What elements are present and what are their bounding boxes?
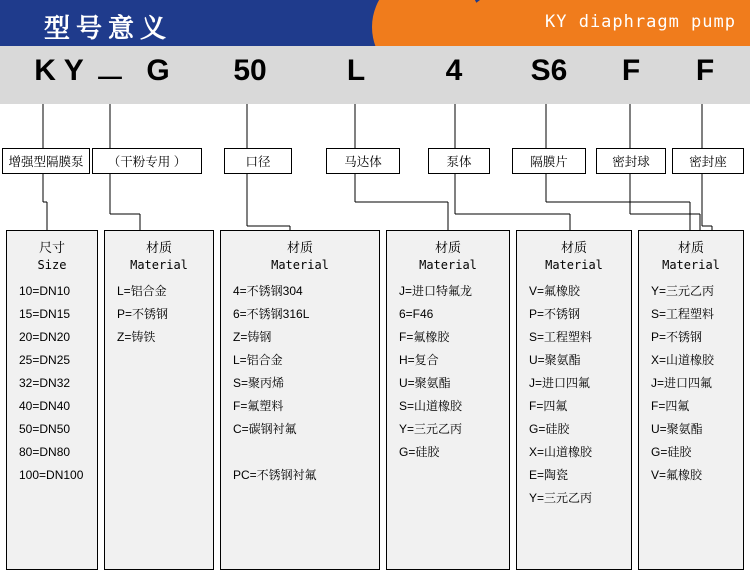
list-item: 20=DN20	[19, 330, 71, 344]
list-item: 80=DN80	[19, 445, 71, 459]
code-segment-s6: S6	[530, 54, 568, 87]
code-segment-f2: F	[695, 54, 715, 87]
list-item: F=氟橡胶	[399, 330, 450, 344]
label-box-pump: 增强型隔膜泵	[2, 148, 90, 174]
detail-box-motor-material	[104, 230, 214, 570]
header-accent-arc	[372, 0, 482, 46]
detail-box-sealseat-material	[638, 230, 744, 570]
list-item: 50=DN50	[19, 422, 71, 436]
label-box-seal-ball: 密封球	[596, 148, 666, 174]
detail-header-en: Material	[545, 258, 603, 272]
label-box-dry-powder: （干粉专用 ）	[92, 148, 202, 174]
list-item: U=聚氨酯	[651, 422, 703, 436]
list-item: 10=DN10	[19, 284, 71, 298]
detail-header-motor	[105, 239, 213, 274]
detail-header-en: Size	[37, 258, 67, 272]
list-item: P=不锈钢	[651, 330, 703, 344]
list-item: H=复合	[399, 353, 439, 367]
code-segment-l: L	[346, 54, 366, 87]
list-item: U=聚氨酯	[399, 376, 451, 390]
detail-header-en: Material	[419, 258, 477, 272]
list-item: G=硅胶	[529, 422, 570, 436]
list-item: J=进口特氟龙	[399, 284, 473, 298]
list-item: 40=DN40	[19, 399, 71, 413]
detail-header-cn: 材质	[286, 240, 313, 255]
list-item: Z=铸钢	[233, 330, 272, 344]
code-segment-f1: F	[621, 54, 641, 87]
list-item: 4=不锈钢304	[233, 284, 303, 298]
detail-header-sealseat	[639, 239, 743, 274]
page-header	[0, 0, 750, 46]
list-item: Y=三元乙丙	[399, 422, 463, 436]
detail-box-size	[6, 230, 98, 570]
list-item: V=氟橡胶	[529, 284, 581, 298]
detail-header-en: Material	[662, 258, 720, 272]
list-item: C=碳钢衬氟	[233, 422, 297, 436]
list-item: 15=DN15	[19, 307, 71, 321]
list-item-spacer	[233, 441, 379, 464]
list-item: J=进口四氟	[529, 376, 591, 390]
detail-list-size	[7, 280, 97, 487]
list-item: 32=DN32	[19, 376, 71, 390]
code-segment-g: G	[146, 54, 170, 87]
detail-header-cn: 尺寸	[38, 240, 65, 255]
header-english-title: KY diaphragm pump	[545, 12, 736, 32]
label-box-motor-body: 马达体	[326, 148, 400, 174]
list-item: E=陶瓷	[529, 468, 569, 482]
list-item: F=四氟	[651, 399, 690, 413]
list-item: 6=F46	[399, 307, 434, 321]
code-segment-4: 4	[445, 54, 463, 87]
list-item: S=工程塑料	[651, 307, 715, 321]
label-box-diaphragm: 隔膜片	[512, 148, 586, 174]
list-item: F=四氟	[529, 399, 568, 413]
detail-header-cn: 材质	[434, 240, 461, 255]
detail-list-sealseat	[639, 280, 743, 487]
list-item: S=工程塑料	[529, 330, 593, 344]
model-code-band	[0, 46, 750, 104]
detail-header-cn: 材质	[145, 240, 172, 255]
list-item: P=不锈钢	[529, 307, 581, 321]
list-item: Y=三元乙丙	[651, 284, 715, 298]
detail-header-en: Material	[130, 258, 188, 272]
page-title: 型号意义	[44, 13, 173, 43]
detail-list-motor	[105, 280, 213, 349]
list-item: S=聚丙烯	[233, 376, 285, 390]
list-item: PC=不锈钢衬氟	[233, 468, 317, 482]
list-item: P=不锈钢	[117, 307, 169, 321]
code-segment-50: 50	[233, 54, 267, 87]
list-item: U=聚氨酯	[529, 353, 581, 367]
label-box-seal-seat: 密封座	[672, 148, 744, 174]
list-item: Z=铸铁	[117, 330, 156, 344]
list-item: L=铝合金	[233, 353, 283, 367]
diagram-stage	[0, 104, 750, 576]
list-item: G=硅胶	[399, 445, 440, 459]
detail-list-sealball	[517, 280, 631, 510]
list-item: F=氟塑料	[233, 399, 284, 413]
detail-box-sealball-material	[516, 230, 632, 570]
detail-header-pumpbody	[221, 239, 379, 274]
list-item: Y=三元乙丙	[529, 491, 593, 505]
detail-box-pumpbody-material	[220, 230, 380, 570]
detail-header-cn: 材质	[560, 240, 587, 255]
detail-header-size	[7, 239, 97, 274]
detail-header-sealball	[517, 239, 631, 274]
detail-list-diaphragm	[387, 280, 509, 464]
detail-header-diaphragm	[387, 239, 509, 274]
list-item: L=铝合金	[117, 284, 167, 298]
list-item: S=山道橡胶	[399, 399, 463, 413]
detail-header-en: Material	[271, 258, 329, 272]
list-item: X=山道橡胶	[651, 353, 715, 367]
list-item: G=硅胶	[651, 445, 692, 459]
detail-box-diaphragm-material	[386, 230, 510, 570]
list-item: X=山道橡胶	[529, 445, 593, 459]
list-item: 6=不锈钢316L	[233, 307, 310, 321]
detail-header-cn: 材质	[677, 240, 704, 255]
code-segment-ky: K Y	[34, 54, 84, 87]
code-segment-dash: －	[95, 63, 125, 96]
label-box-caliber: 口径	[224, 148, 292, 174]
list-item: J=进口四氟	[651, 376, 713, 390]
list-item: 100=DN100	[19, 468, 84, 482]
list-item: 25=DN25	[19, 353, 71, 367]
label-box-pump-body: 泵体	[428, 148, 490, 174]
list-item: V=氟橡胶	[651, 468, 703, 482]
detail-list-pumpbody	[221, 280, 379, 487]
